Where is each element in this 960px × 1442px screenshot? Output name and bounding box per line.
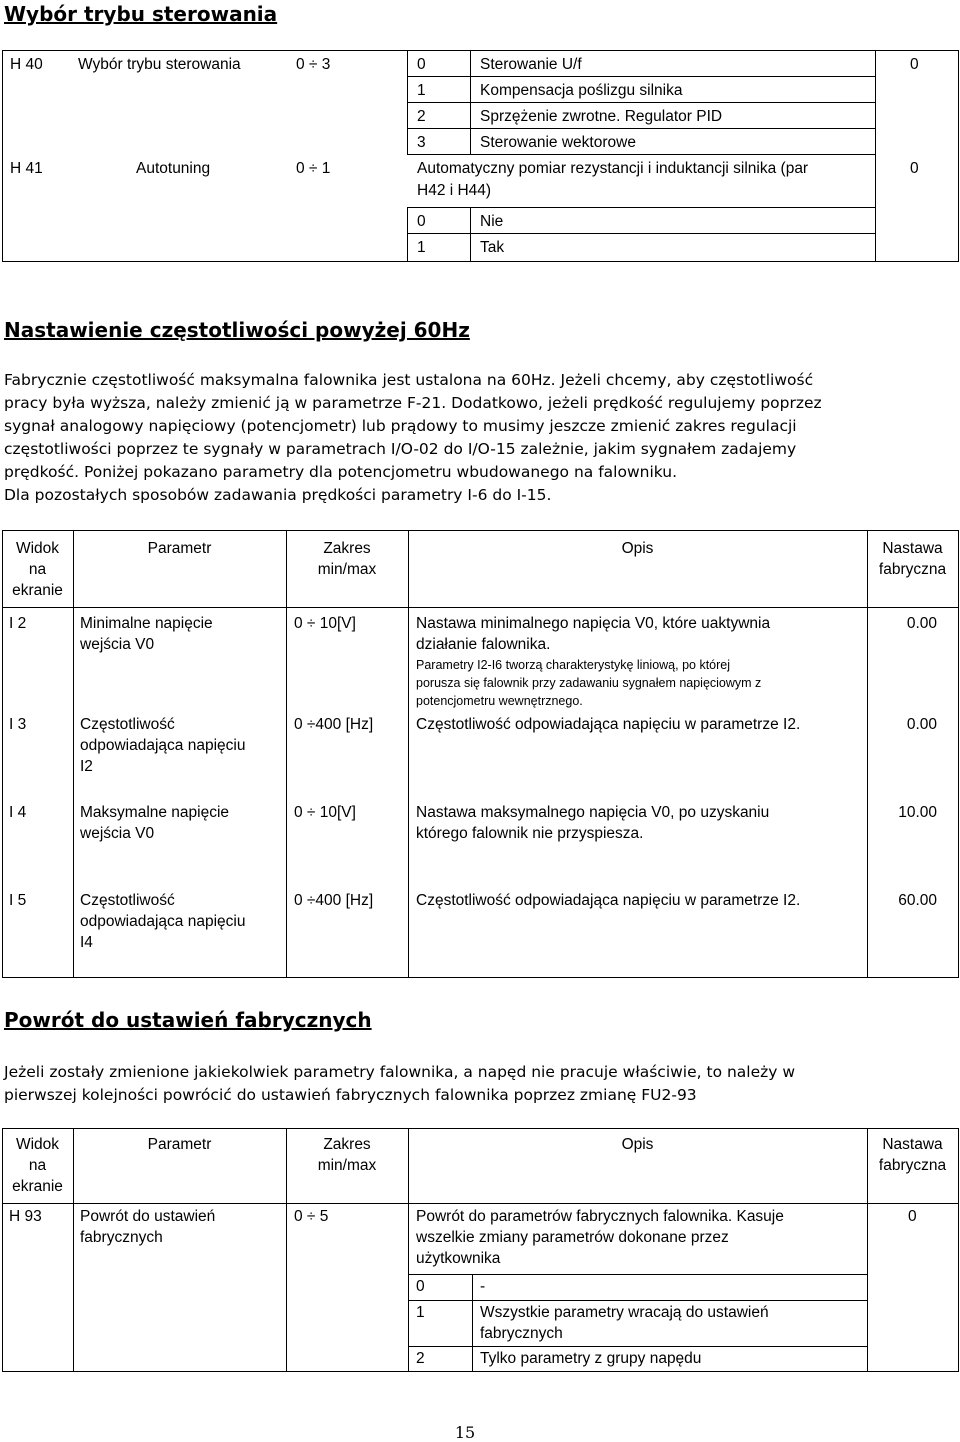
param-code: I 4 (9, 804, 27, 821)
name-line: odpowiadająca napięciu (80, 913, 246, 930)
paragraph-line: sygnał analogowy napięciowy (potencjometr) lub prądowy to musimy jeszcze zmienić zakres regulacji (4, 417, 797, 435)
factory-reset-table (2, 1128, 959, 1372)
option-label: Tylko parametry z grupy napędu (480, 1350, 702, 1367)
param-default: 0 (908, 1208, 917, 1225)
param-code: I 3 (9, 716, 27, 733)
name-line: Częstotliwość (80, 716, 175, 733)
desc-line: Nastawa maksymalnego napięcia V0, po uzyskaniu (416, 804, 770, 821)
desc-line: którego falownik nie przyspiesza. (416, 825, 644, 842)
param-code: H 41 (10, 160, 43, 177)
header-line: Widok (15, 1136, 60, 1153)
header-nastawa (867, 538, 958, 580)
param-note (416, 656, 761, 710)
control-mode-table (2, 50, 959, 262)
param-code: I 5 (9, 892, 27, 909)
option-label: Sterowanie wektorowe (480, 134, 636, 151)
param-default: 0 (910, 160, 919, 177)
option-label (480, 1302, 769, 1344)
option-label: Nie (480, 213, 504, 230)
name-line: odpowiadająca napięciu (80, 737, 246, 754)
option-num: 1 (417, 239, 426, 256)
header-widok (2, 1134, 73, 1197)
param-default: 0.00 (906, 615, 937, 632)
header-zakres (286, 1134, 408, 1176)
desc-line: działanie falownika. (416, 636, 551, 653)
header-line: min/max (317, 561, 377, 578)
param-range: 0 ÷ 3 (296, 56, 331, 73)
desc-line: wszelkie zmiany parametrów dokonane przez (416, 1229, 729, 1246)
header-opis: Opis (621, 1136, 654, 1153)
option-label-line: fabrycznych (480, 1325, 563, 1342)
option-num: 1 (416, 1304, 425, 1321)
paragraph-line: częstotliwości poprzez te sygnały w parametrach I/O-02 do I/O-15 zależnie, jakim sygnałem zadajemy (4, 440, 797, 458)
name-line: wejścia V0 (80, 636, 155, 653)
header-line: Zakres (323, 1136, 371, 1153)
header-line: Nastawa (882, 1136, 943, 1153)
factory-reset-paragraph (4, 1061, 954, 1107)
desc-line: Powrót do parametrów fabrycznych falownika. Kasuje (416, 1208, 784, 1225)
option-num: 0 (416, 1278, 425, 1295)
desc-line: użytkownika (416, 1250, 501, 1267)
paragraph-line: pierwszej kolejności powrócić do ustawień fabrycznych falownika poprzez zmianę FU2-93 (4, 1086, 697, 1104)
header-line: fabryczna (878, 1157, 947, 1174)
paragraph-line: Dla pozostałych sposobów zadawania prędkości parametry I-6 do I-15. (4, 486, 552, 504)
param-range: 0 ÷400 [Hz] (294, 892, 374, 909)
param-name: Wybór trybu sterowania (78, 56, 241, 73)
frequency-paragraph (4, 369, 954, 507)
frequency-param-table (2, 530, 959, 978)
option-num: 0 (417, 213, 426, 230)
header-parametr: Parametr (147, 540, 212, 557)
param-description (416, 1206, 784, 1269)
param-default: 60.00 (898, 892, 937, 909)
name-line: wejścia V0 (80, 825, 155, 842)
option-label-line: Wszystkie parametry wracają do ustawień (480, 1304, 769, 1321)
param-range: 0 ÷ 1 (296, 160, 331, 177)
header-line: ekranie (12, 1178, 63, 1195)
header-line: fabryczna (878, 561, 947, 578)
option-label: Sterowanie U/f (480, 56, 582, 73)
paragraph-line: Jeżeli zostały zmienione jakiekolwiek parametry falownika, a napęd nie pracuje właściwie, to należy w (4, 1063, 796, 1081)
option-label: Kompensacja poślizgu silnika (480, 82, 683, 99)
param-description: H42 i H44) (417, 182, 492, 199)
header-widok (2, 538, 73, 601)
param-default: 10.00 (898, 804, 937, 821)
option-num: 2 (417, 108, 426, 125)
header-line: min/max (317, 1157, 377, 1174)
note-line: potencjometru wewnętrznego. (416, 694, 583, 708)
section-heading-factory-reset: Powrót do ustawień fabrycznych (4, 1008, 372, 1032)
header-parametr: Parametr (147, 1136, 212, 1153)
name-line: I2 (80, 758, 93, 775)
param-code: H 93 (9, 1208, 42, 1225)
param-description (416, 613, 770, 655)
option-label: Tak (480, 239, 505, 256)
header-zakres (286, 538, 408, 580)
param-name: Autotuning (136, 160, 211, 177)
param-name (80, 890, 245, 953)
param-code: I 2 (9, 615, 27, 632)
header-line: Widok (15, 540, 60, 557)
option-num: 3 (417, 134, 426, 151)
option-num: 0 (417, 56, 426, 73)
section-heading-frequency: Nastawienie częstotliwości powyżej 60Hz (4, 318, 470, 342)
param-default: 0 (910, 56, 919, 73)
name-line: Powrót do ustawień (80, 1208, 216, 1225)
param-range: 0 ÷ 5 (294, 1208, 329, 1225)
paragraph-line: pracy była wyższa, należy zmienić ją w parametrze F-21. Dodatkowo, jeżeli prędkość regulujemy poprzez (4, 394, 822, 412)
name-line: Minimalne napięcie (80, 615, 213, 632)
param-description: Częstotliwość odpowiadająca napięciu w parametrze I2. (416, 892, 801, 909)
name-line: Maksymalne napięcie (80, 804, 230, 821)
paragraph-line: prędkość. Poniżej pokazano parametry dla potencjometru wbudowanego na falowniku. (4, 463, 678, 481)
param-code: H 40 (10, 56, 43, 73)
option-label: - (480, 1278, 486, 1295)
param-description: Częstotliwość odpowiadająca napięciu w parametrze I2. (416, 716, 801, 733)
name-line: Częstotliwość (80, 892, 175, 909)
param-default: 0.00 (906, 716, 937, 733)
param-name (80, 1206, 215, 1248)
param-name (80, 714, 245, 777)
param-description (416, 802, 769, 844)
section-heading-control-mode: Wybór trybu sterowania (4, 2, 278, 26)
header-line: Zakres (323, 540, 371, 557)
name-line: fabrycznych (80, 1229, 163, 1246)
param-range: 0 ÷ 10[V] (294, 804, 356, 821)
header-line: na (28, 561, 47, 578)
param-name (80, 802, 229, 844)
note-line: Parametry I2-I6 tworzą charakterystykę liniową, po której (416, 658, 731, 672)
param-description: Automatyczny pomiar rezystancji i induktancji silnika (par (417, 160, 809, 177)
desc-line: Nastawa minimalnego napięcia V0, które uaktywnia (416, 615, 771, 632)
note-line: porusza się falownik przy zadawaniu sygnałem napięciowym z (416, 676, 762, 690)
param-name (80, 613, 213, 655)
header-line: na (28, 1157, 47, 1174)
option-num: 2 (416, 1350, 425, 1367)
option-num: 1 (417, 82, 426, 99)
param-range: 0 ÷ 10[V] (294, 615, 356, 632)
header-opis: Opis (621, 540, 654, 557)
page-number: 15 (454, 1423, 476, 1442)
header-line: ekranie (12, 582, 63, 599)
header-nastawa (867, 1134, 958, 1176)
param-range: 0 ÷400 [Hz] (294, 716, 374, 733)
name-line: I4 (80, 934, 93, 951)
header-line: Nastawa (882, 540, 943, 557)
option-label: Sprzężenie zwrotne. Regulator PID (480, 108, 723, 125)
paragraph-line: Fabrycznie częstotliwość maksymalna falownika jest ustalona na 60Hz. Jeżeli chcemy, aby częstotliwość (4, 371, 814, 389)
